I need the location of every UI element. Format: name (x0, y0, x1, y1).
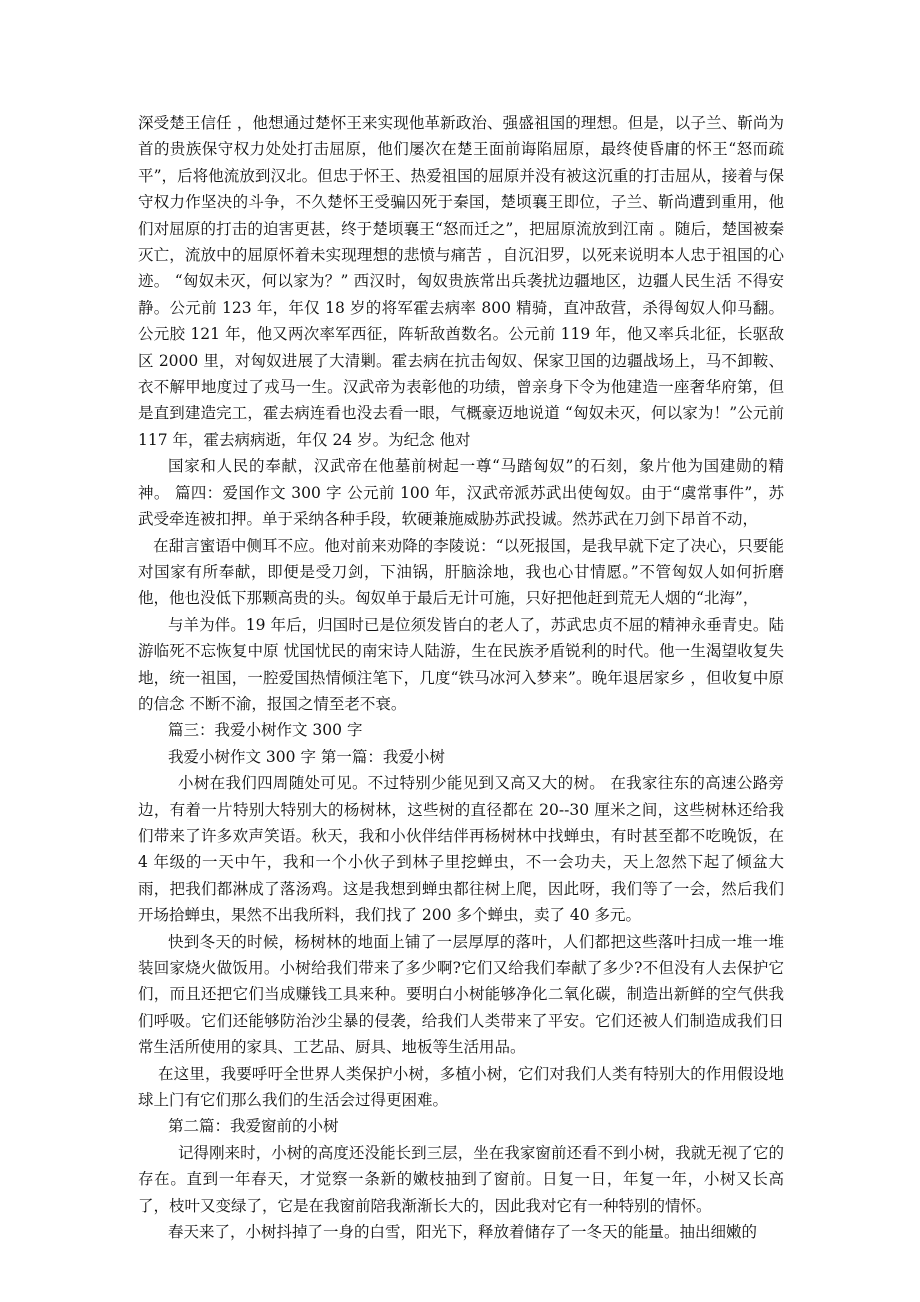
paragraph-5: 小树在我们四周随处可见。不过特别少能见到又高又大的树。 在我家往东的高速公路旁边，有着一片特别大特别大的杨树林，这些树的直径都在 20--30 厘米之间，这些树林还给我们带来了许多欢声笑语。秋天，我和小伙伴结伴再杨树林中找蝉虫，有时甚至都不吃晚饭，在 4 年级的一天中午，我和一个小伙子到林子里挖蝉虫，不一会功夫，天上忽然下起了倾盆大雨，把我们都淋成了落汤鸡。这是我想到蝉虫都往树上爬，因此呀，我们等了一会，然后我们开场拾蝉虫，果然不出我所料，我们找了 200 多个蝉虫，卖了 40 多元。 (138, 774, 784, 925)
paragraph-3: 在甜言蜜语中侧耳不应。他对前来劝降的李陵说：“以死报国，是我早就下定了决心，只要能对国家有所奉献，即便是受刀剑，下油锅，肝脑涂地，我也心甘情愿。”不管匈奴人如何折磨他，他也没低下那颗高贵的头。匈奴单于最后无计可施，只好把他赶到荒无人烟的“北海”， (138, 536, 784, 608)
essay-title-1: 我爱小树作文 300 字 第一篇：我爱小树 (168, 747, 445, 766)
paragraph-7: 在这里，我要呼吁全世界人类保护小树，多植小树，它们对我们人类有特别大的作用假设地球上门有它们那么我们的生活会过得更困难。 (138, 1064, 784, 1110)
section-heading-3: 篇三：我爱小树作文 300 字 (168, 721, 363, 740)
paragraph-8: 记得刚来时，小树的高度还没能长到三层，坐在我家窗前还看不到小树，我就无视了它的存在。直到一年春天，才觉察一条新的嫩枝抽到了窗前。日复一日，年复一年，小树又长高了，枝叶又变绿了，它是在我窗前陪我渐渐长大的，因此我对它有一种特别的情怀。 (138, 1143, 784, 1215)
paragraph-6: 快到冬天的时候，杨树林的地面上铺了一层厚厚的落叶，人们都把这些落叶扫成一堆一堆装回家烧火做饭用。小树给我们带来了多少啊?它们又给我们奉献了多少?不但没有人去保护它们，而且还把它们当成赚钱工具来种。要明白小树能够净化二氧化碳，制造出新鲜的空气供我们呼吸。它们还能够防治沙尘暴的侵袭，给我们人类带来了平安。它们还被人们制造成我们日常生活所使用的家具、工艺品、厨具、地板等生活用品。 (138, 932, 784, 1057)
document-body (138, 110, 784, 1245)
essay-title-2: 第二篇：我爱窗前的小树 (168, 1117, 339, 1136)
paragraph-9: 春天来了，小树抖掉了一身的白雪，阳光下，释放着储存了一冬天的能量。抽出细嫩的 (168, 1223, 758, 1242)
paragraph-4: 与羊为伴。19 年后，归国时已是位须发皆白的老人了，苏武忠贞不屈的精神永垂青史。陆游临死不忘恢复中原 忧国忧民的南宋诗人陆游，生在民族矛盾锐利的时代。他一生渴望收复失地，统一祖国，一腔爱国热情倾注笔下，几度“铁马冰河入梦来”。晚年退居家乡 ，但收复中原的信念 不断不渝，报国之情至老不衰。 (138, 615, 784, 713)
paragraph-1: 深受楚王信任 ，他想通过楚怀王来实现他革新政治、强盛祖国的理想。但是，以子兰、靳尚为首的贵族保守权力处处打击屈原，他们屡次在楚王面前诲陷屈原，最终使昏庸的怀王“怒而疏平”，后将他流放到汉北。但忠于怀王、热爱祖国的屈原并没有被这沉重的打击屈从，接着与保守权力作坚决的斗争，不久楚怀王受骗囚死于秦国，楚顷襄王即位，子兰、靳尚遭到重用，他们对屈原的打击的迫害更甚，终于楚顷襄王“怒而迁之”，把屈原流放到江南 。随后，楚国被秦灭亡，流放中的屈原怀着未实现理想的悲愤与痛苦 ，自沉汨罗，以死来说明本人忠于祖国的心迹。 “匈奴未灭，何以家为？” 西汉时，匈奴贵族常出兵袭扰边疆地区，边疆人民生活 不得安静。公元前 123 年，年仅 18 岁的将军霍去病率 800 精骑，直冲敌营，杀得匈奴人仰马翻。公元胶 121 年，他又两次率军西征，阵斩敌酋数名。公元前 119 年，他又率兵北征，长驱敌区 2000 里，对匈奴进展了大清剿。霍去病在抗击匈奴、保家卫国的边疆战场上，马不卸鞍、衣不解甲地度过了戎马一生。汉武帝为表彰他的功绩，曾亲身下令为他建造一座奢华府第，但是直到建造完工，霍去病连看也没去看一眼，气概豪迈地说道 “匈奴未灭，何以家为！”公元前 117 年，霍去病病逝，年仅 24 岁。为纪念 他对 (138, 114, 784, 449)
paragraph-2: 国家和人民的奉献，汉武帝在他墓前树起一尊“马踏匈奴”的石刻，象片他为国建勋的精神。 篇四：爱国作文 300 字 公元前 100 年，汉武帝派苏武出使匈奴。由于“虞常事件”，苏武受牵连被扣押。单于采纳各种手段，软硬兼施威胁苏武投诚。然苏武在刀剑下昂首不动， (138, 457, 784, 529)
